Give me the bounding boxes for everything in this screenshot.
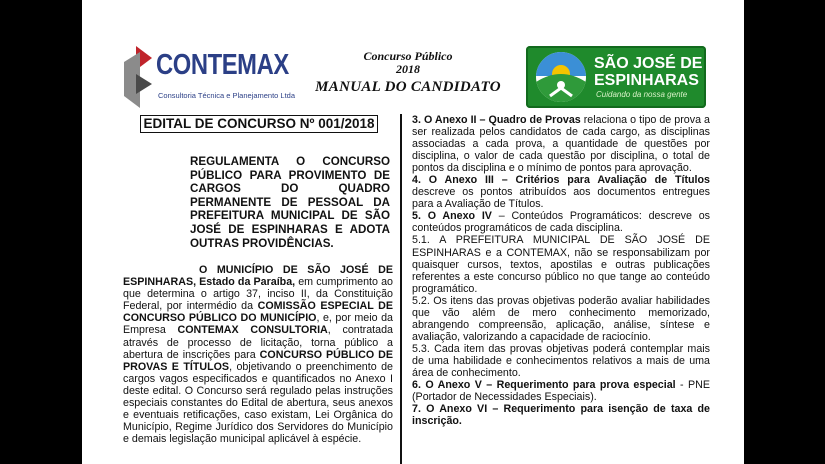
left-body-paragraph: O MUNICÍPIO DE SÃO JOSÉ DE ESPINHARAS, Estado da Paraíba, em cumprimento ao que determina o artigo 37, inciso II, da Constituição Federal, por intermédio da COMISSÃO ESPECIAL DE CONCURSO PÚBLICO DO MUNICÍPIO, e, por meio da Empresa CONTEMAX CONSULTORIA, contratada através de processo de licitação, torna público a abertura de inscrições para CONCURSO PÚBLICO DE PROVAS E TÍTULOS, objetivando o preenchimento de cargos vagos especificados e quantificados no Anexo I deste edital. O Concurso será regulado pelas instruções especiais constantes do Edital de abertura, seus anexos e eventuais retificações, caso existam, Lei Orgânica do Município, Regime Jurídico dos Servidores do Município e demais legislação municipal aplicável à espécie. [123,264,394,446]
municipality-intro: O MUNICÍPIO DE SÃO JOSÉ DE ESPINHARAS, Estado da Paraíba, [123,264,393,289]
right-logo-line-2: ESPINHARAS [594,72,699,89]
company-name: CONTEMAX CONSULTORIA [177,324,328,337]
edital-title: EDITAL DE CONCURSO Nº 001/2018 [140,115,378,133]
item-5-2: 5.2. Os itens das provas objetivas poderão avaliar habilidades que vão além de mero conhecimento memorizado, abrangendo compreensão, aplicação, análise, síntese e avaliação, valorizando a capacidade de raciocínio. [412,294,710,343]
item-7: 7. O Anexo VI – Requerimento para isenção de taxa de inscrição. [412,403,710,428]
item-6: 6. O Anexo V – Requerimento para prova especial - PNE (Portador de Necessidades Especiais). [412,379,710,404]
document-page [82,0,744,464]
header-line-1: Concurso Público [363,49,453,63]
item-3: 3. O Anexo II – Quadro de Provas relaciona o tipo de prova a ser realizada pelos candidatos de cada cargo, as disciplinas associadas a cada prova, a quantidade de questões por disciplina, o valor de cada questão por disciplina, o total de pontos da disciplina e o mínimo de pontos para aprovação. [412,114,710,175]
right-logo-tagline: Cuidando da nossa gente [596,90,688,99]
header-center [308,50,508,98]
item-4: 4. O Anexo III – Critérios para Avaliação de Títulos descreve os pontos atribuídos aos documentos entregues para a Avaliação de Títulos. [412,174,710,211]
contest-type: CONCURSO PÚBLICO DE PROVAS E TÍTULOS [123,348,393,373]
header-manual-title: MANUAL DO CANDIDATO [315,79,501,95]
commission-name: COMISSÃO ESPECIAL DE CONCURSO PÚBLICO DO MUNICÍPIO [123,300,394,325]
preamble-text: REGULAMENTA O CONCURSO PÚBLICO PARA PROVIMENTO DE CARGOS DO QUADRO PERMANENTE DE PESSOAL DA PREFEITURA MUNICIPAL DE SÃO JOSÉ DE ESPINHARAS E ADOTA OUTRAS PROVIDÊNCIAS. [190,155,390,250]
contemax-logo [122,44,296,110]
right-logo-line-1: SÃO JOSÉ DE [594,55,703,72]
column-divider [400,114,402,464]
right-black-bar [744,0,825,464]
header-year: 2018 [396,62,420,76]
item-5-3: 5.3. Cada item das provas objetivas poderá contemplar mais de uma habilidade e conhecimentos relativos a mais de uma área de conhecimento. [412,342,710,379]
left-black-bar [0,0,82,464]
municipal-emblem-icon [536,52,586,102]
sao-jose-logo [526,46,706,108]
brand-name: CONTEMAX [156,49,289,81]
item-5: 5. O Anexo IV – Conteúdos Programáticos: descreve os conteúdos programáticos de cada disciplina. [412,210,710,235]
brand-subtitle: Consultoria Técnica e Planejamento Ltda [158,91,296,100]
right-column [412,114,710,427]
item-5-1: 5.1. A PREFEITURA MUNICIPAL DE SÃO JOSÉ DE ESPINHARAS e a CONTEMAX, não se responsabilizam por quaisquer cursos, textos, apostilas e outras publicações referentes a este concurso público no que tange ao conteúdo programático. [412,234,710,295]
contemax-emblem-icon [122,44,156,110]
